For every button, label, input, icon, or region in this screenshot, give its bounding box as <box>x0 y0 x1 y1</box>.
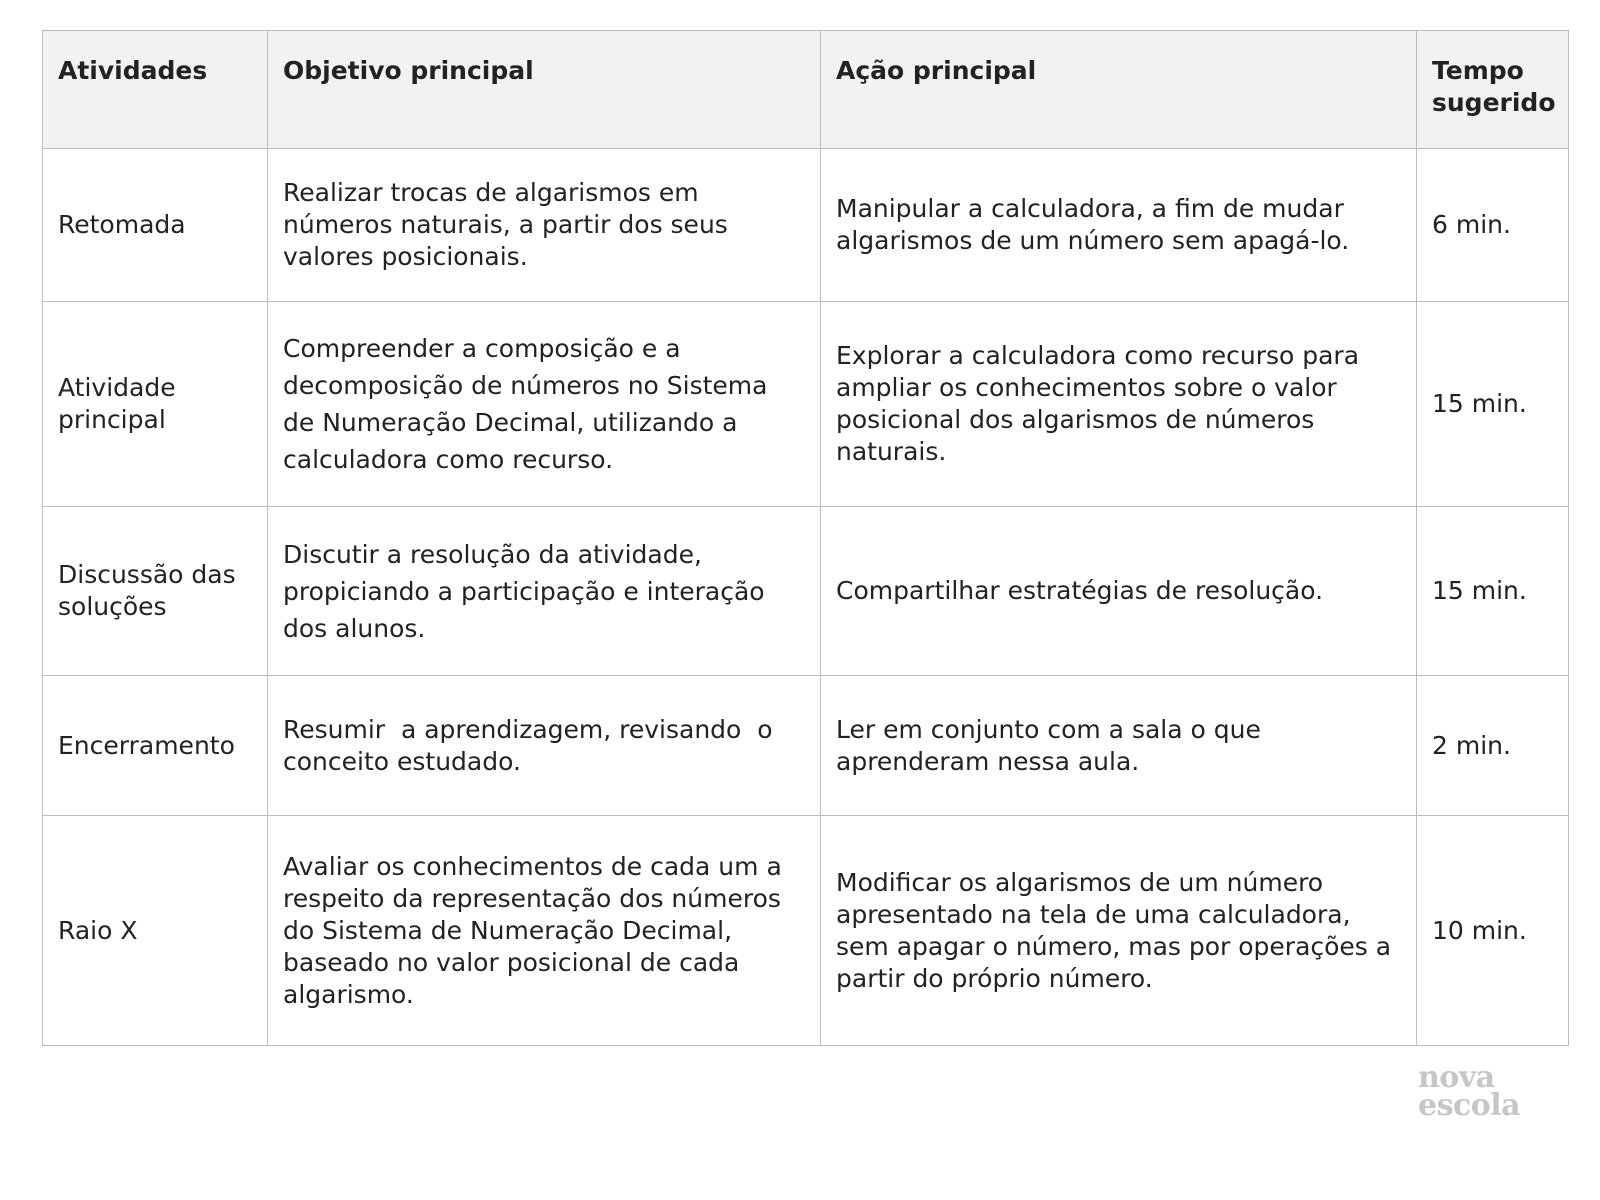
cell-objetivo: Compreender a composição e a decomposição de números no Sistema de Numeração Decimal, utilizando a calculadora como recurso. <box>268 302 821 507</box>
cell-tempo: 6 min. <box>1417 149 1569 302</box>
lesson-plan-table <box>42 30 1569 1046</box>
cell-atividade: Retomada <box>43 149 268 302</box>
header-atividades: Atividades <box>43 31 268 149</box>
cell-atividade: Encerramento <box>43 676 268 816</box>
cell-tempo: 15 min. <box>1417 507 1569 676</box>
cell-acao: Modificar os algarismos de um número apresentado na tela de uma calculadora, sem apagar o número, mas por operações a partir do próprio número. <box>821 816 1417 1046</box>
cell-tempo: 2 min. <box>1417 676 1569 816</box>
header-objetivo: Objetivo principal <box>268 31 821 149</box>
table-header-row <box>43 31 1569 149</box>
header-tempo: Tempo sugerido <box>1417 31 1569 149</box>
table-row <box>43 149 1569 302</box>
header-acao: Ação principal <box>821 31 1417 149</box>
cell-objetivo: Avaliar os conhecimentos de cada um a respeito da representação dos números do Sistema de Numeração Decimal, baseado no valor posicional de cada algarismo. <box>268 816 821 1046</box>
table-row <box>43 507 1569 676</box>
cell-tempo: 10 min. <box>1417 816 1569 1046</box>
cell-acao: Ler em conjunto com a sala o que aprenderam nessa aula. <box>821 676 1417 816</box>
cell-acao: Explorar a calculadora como recurso para ampliar os conhecimentos sobre o valor posicional dos algarismos de números naturais. <box>821 302 1417 507</box>
nova-escola-logo <box>1418 1060 1538 1123</box>
table-row <box>43 676 1569 816</box>
cell-tempo: 15 min. <box>1417 302 1569 507</box>
cell-objetivo: Resumir a aprendizagem, revisando o conceito estudado. <box>268 676 821 816</box>
cell-objetivo: Discutir a resolução da atividade, propiciando a participação e interação dos alunos. <box>268 507 821 676</box>
cell-atividade: Discussão das soluções <box>43 507 268 676</box>
cell-acao: Compartilhar estratégias de resolução. <box>821 507 1417 676</box>
table-row <box>43 302 1569 507</box>
cell-objetivo: Realizar trocas de algarismos em números naturais, a partir dos seus valores posicionais. <box>268 149 821 302</box>
cell-atividade: Atividade principal <box>43 302 268 507</box>
logo-line-2: escola <box>1418 1088 1521 1123</box>
cell-acao: Manipular a calculadora, a fim de mudar algarismos de um número sem apagá-lo. <box>821 149 1417 302</box>
table-row <box>43 816 1569 1046</box>
logo-line-1: nova <box>1418 1060 1495 1095</box>
cell-atividade: Raio X <box>43 816 268 1046</box>
